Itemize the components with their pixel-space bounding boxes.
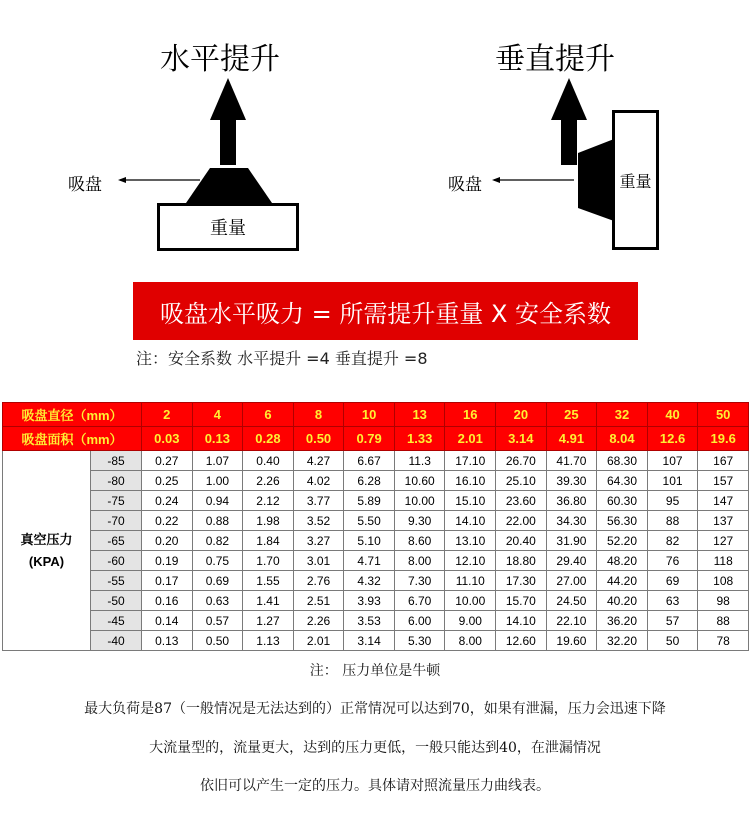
force-value-cell: 48.20	[597, 551, 648, 571]
label-pointer-head	[492, 177, 500, 183]
force-value-cell: 0.40	[243, 451, 294, 471]
up-arrow-head	[210, 78, 246, 120]
force-value-cell: 1.07	[192, 451, 243, 471]
force-value-cell: 3.52	[293, 511, 344, 531]
force-value-cell: 0.27	[142, 451, 193, 471]
footer-note-reference: 依旧可以产生一定的压力。具体请对照流量压力曲线表。	[200, 778, 550, 794]
force-value-cell: 107	[647, 451, 698, 471]
force-value-cell: 16.10	[445, 471, 496, 491]
vacuum-value-cell: -70	[91, 511, 142, 531]
suction-cup-shape	[578, 139, 614, 221]
vacuum-value-cell: -50	[91, 591, 142, 611]
force-value-cell: 0.50	[192, 631, 243, 651]
force-value-cell: 1.41	[243, 591, 294, 611]
force-value-cell: 1.84	[243, 531, 294, 551]
force-value-cell: 12.60	[496, 631, 547, 651]
force-value-cell: 26.70	[496, 451, 547, 471]
force-value-cell: 3.93	[344, 591, 395, 611]
force-value-cell: 2.51	[293, 591, 344, 611]
force-value-cell: 5.10	[344, 531, 395, 551]
diameter-cell: 16	[445, 403, 496, 427]
force-value-cell: 9.00	[445, 611, 496, 631]
vacuum-value-cell: -60	[91, 551, 142, 571]
force-value-cell: 0.24	[142, 491, 193, 511]
force-value-cell: 39.30	[546, 471, 597, 491]
area-row-label: 吸盘面积（mm）	[3, 427, 142, 451]
force-value-cell: 76	[647, 551, 698, 571]
force-value-cell: 25.10	[496, 471, 547, 491]
vacuum-pressure-label	[3, 451, 91, 651]
vertical-suction-label: 吸盘	[448, 175, 482, 195]
force-value-cell: 32.20	[597, 631, 648, 651]
force-value-cell: 34.30	[546, 511, 597, 531]
force-value-cell: 20.40	[496, 531, 547, 551]
table-row	[3, 471, 749, 491]
force-value-cell: 1.98	[243, 511, 294, 531]
force-value-cell: 157	[698, 471, 749, 491]
force-value-cell: 9.30	[394, 511, 445, 531]
force-value-cell: 4.71	[344, 551, 395, 571]
force-value-cell: 108	[698, 571, 749, 591]
force-value-cell: 52.20	[597, 531, 648, 551]
force-value-cell: 3.77	[293, 491, 344, 511]
force-value-cell: 6.28	[344, 471, 395, 491]
formula-banner: 吸盘水平吸力 = 所需提升重量 X 安全系数	[133, 282, 638, 340]
diameter-cell: 20	[496, 403, 547, 427]
force-value-cell: 137	[698, 511, 749, 531]
force-value-cell: 1.70	[243, 551, 294, 571]
force-value-cell: 12.10	[445, 551, 496, 571]
force-value-cell: 6.70	[394, 591, 445, 611]
force-value-cell: 0.17	[142, 571, 193, 591]
suction-force-table	[2, 402, 749, 651]
force-value-cell: 22.10	[546, 611, 597, 631]
force-value-cell: 2.26	[293, 611, 344, 631]
force-value-cell: 0.57	[192, 611, 243, 631]
force-value-cell: 11.3	[394, 451, 445, 471]
force-value-cell: 147	[698, 491, 749, 511]
force-value-cell: 2.26	[243, 471, 294, 491]
force-value-cell: 2.12	[243, 491, 294, 511]
vertical-weight-box	[612, 110, 659, 250]
force-value-cell: 44.20	[597, 571, 648, 591]
force-value-cell: 15.70	[496, 591, 547, 611]
force-value-cell: 18.80	[496, 551, 547, 571]
force-value-cell: 0.14	[142, 611, 193, 631]
suction-cup-shape	[186, 168, 272, 203]
diameter-cell: 8	[293, 403, 344, 427]
area-cell: 0.50	[293, 427, 344, 451]
table-row	[3, 531, 749, 551]
force-value-cell: 0.63	[192, 591, 243, 611]
up-arrow-shaft	[561, 119, 577, 165]
force-value-cell: 5.30	[394, 631, 445, 651]
area-cell: 1.33	[394, 427, 445, 451]
area-cell: 3.14	[496, 427, 547, 451]
table-row	[3, 611, 749, 631]
force-value-cell: 0.88	[192, 511, 243, 531]
force-value-cell: 98	[698, 591, 749, 611]
area-cell: 8.04	[597, 427, 648, 451]
diameter-cell: 50	[698, 403, 749, 427]
diameter-cell: 10	[344, 403, 395, 427]
table-row	[3, 551, 749, 571]
vacuum-value-cell: -75	[91, 491, 142, 511]
horizontal-suction-label: 吸盘	[68, 175, 102, 195]
force-value-cell: 5.89	[344, 491, 395, 511]
force-value-cell: 0.94	[192, 491, 243, 511]
force-value-cell: 2.01	[293, 631, 344, 651]
force-value-cell: 4.02	[293, 471, 344, 491]
diameter-cell: 4	[192, 403, 243, 427]
force-value-cell: 14.10	[496, 611, 547, 631]
up-arrow-shaft	[220, 119, 236, 165]
force-value-cell: 22.00	[496, 511, 547, 531]
force-value-cell: 4.32	[344, 571, 395, 591]
force-value-cell: 1.27	[243, 611, 294, 631]
area-cell: 0.03	[142, 427, 193, 451]
force-value-cell: 3.14	[344, 631, 395, 651]
vacuum-value-cell: -65	[91, 531, 142, 551]
force-value-cell: 57	[647, 611, 698, 631]
force-value-cell: 10.60	[394, 471, 445, 491]
force-value-cell: 50	[647, 631, 698, 651]
force-value-cell: 0.22	[142, 511, 193, 531]
diameter-cell: 25	[546, 403, 597, 427]
force-value-cell: 3.53	[344, 611, 395, 631]
force-value-cell: 8.00	[394, 551, 445, 571]
table-row	[3, 451, 749, 471]
force-value-cell: 11.10	[445, 571, 496, 591]
force-value-cell: 36.80	[546, 491, 597, 511]
force-value-cell: 5.50	[344, 511, 395, 531]
horizontal-lift-title: 水平提升	[160, 42, 280, 77]
force-value-cell: 60.30	[597, 491, 648, 511]
force-value-cell: 24.50	[546, 591, 597, 611]
force-value-cell: 0.20	[142, 531, 193, 551]
table-row	[3, 631, 749, 651]
force-value-cell: 68.30	[597, 451, 648, 471]
force-value-cell: 8.60	[394, 531, 445, 551]
diameter-cell: 32	[597, 403, 648, 427]
footer-note-high-flow: 大流量型的，流量更大，达到的压力更低，一般只能达到40，在泄漏情况	[149, 740, 601, 756]
force-value-cell: 88	[698, 611, 749, 631]
area-cell: 12.6	[647, 427, 698, 451]
horizontal-weight-label: 重量	[210, 218, 246, 239]
vacuum-value-cell: -40	[91, 631, 142, 651]
up-arrow-head	[551, 78, 587, 120]
label-pointer-head	[118, 177, 126, 183]
force-value-cell: 14.10	[445, 511, 496, 531]
area-cell: 0.79	[344, 427, 395, 451]
force-value-cell: 127	[698, 531, 749, 551]
force-value-cell: 0.19	[142, 551, 193, 571]
force-value-cell: 10.00	[394, 491, 445, 511]
force-value-cell: 23.60	[496, 491, 547, 511]
diameter-row-label: 吸盘直径（mm）	[3, 403, 142, 427]
vertical-lift-title: 垂直提升	[495, 42, 615, 77]
vacuum-value-cell: -85	[91, 451, 142, 471]
table-row	[3, 511, 749, 531]
force-value-cell: 78	[698, 631, 749, 651]
diameter-row	[3, 403, 749, 427]
force-value-cell: 13.10	[445, 531, 496, 551]
force-value-cell: 17.30	[496, 571, 547, 591]
force-value-cell: 64.30	[597, 471, 648, 491]
diameter-cell: 13	[394, 403, 445, 427]
force-value-cell: 15.10	[445, 491, 496, 511]
horizontal-weight-box	[157, 203, 299, 251]
force-value-cell: 6.00	[394, 611, 445, 631]
force-value-cell: 82	[647, 531, 698, 551]
vacuum-pressure-label-line2: (KPA)	[28, 553, 65, 569]
table-row	[3, 491, 749, 511]
vacuum-pressure-label-line1: 真空压力	[20, 531, 73, 547]
force-value-cell: 101	[647, 471, 698, 491]
diameter-cell: 6	[243, 403, 294, 427]
vacuum-value-cell: -80	[91, 471, 142, 491]
force-value-cell: 56.30	[597, 511, 648, 531]
force-value-cell: 10.00	[445, 591, 496, 611]
area-cell: 2.01	[445, 427, 496, 451]
force-value-cell: 7.30	[394, 571, 445, 591]
force-value-cell: 0.82	[192, 531, 243, 551]
force-value-cell: 0.69	[192, 571, 243, 591]
force-value-cell: 36.20	[597, 611, 648, 631]
diameter-cell: 2	[142, 403, 193, 427]
force-value-cell: 3.27	[293, 531, 344, 551]
vacuum-value-cell: -45	[91, 611, 142, 631]
force-value-cell: 69	[647, 571, 698, 591]
force-value-cell: 27.00	[546, 571, 597, 591]
force-value-cell: 31.90	[546, 531, 597, 551]
safety-factor-note: 注：安全系数 水平提升 =4 垂直提升 =8	[136, 349, 428, 368]
force-value-cell: 1.55	[243, 571, 294, 591]
force-value-cell: 0.13	[142, 631, 193, 651]
force-value-cell: 29.40	[546, 551, 597, 571]
force-value-cell: 0.75	[192, 551, 243, 571]
table-row	[3, 571, 749, 591]
force-value-cell: 118	[698, 551, 749, 571]
force-value-cell: 0.25	[142, 471, 193, 491]
table-row	[3, 591, 749, 611]
force-value-cell: 40.20	[597, 591, 648, 611]
force-value-cell: 6.67	[344, 451, 395, 471]
vacuum-value-cell: -55	[91, 571, 142, 591]
force-value-cell: 1.00	[192, 471, 243, 491]
area-row	[3, 427, 749, 451]
footer-note-unit: 注： 压力单位是牛顿	[309, 663, 441, 679]
diameter-cell: 40	[647, 403, 698, 427]
footer-note-max-load: 最大负荷是87（一般情况是无法达到的）正常情况可以达到70，如果有泄漏，压力会迅速下降	[84, 701, 666, 717]
vertical-lift-diagram	[440, 75, 620, 255]
area-cell: 19.6	[698, 427, 749, 451]
vertical-weight-label: 重量	[619, 171, 652, 191]
force-value-cell: 17.10	[445, 451, 496, 471]
force-value-cell: 19.60	[546, 631, 597, 651]
area-cell: 4.91	[546, 427, 597, 451]
force-value-cell: 167	[698, 451, 749, 471]
force-value-cell: 88	[647, 511, 698, 531]
force-value-cell: 8.00	[445, 631, 496, 651]
force-value-cell: 41.70	[546, 451, 597, 471]
force-value-cell: 63	[647, 591, 698, 611]
force-value-cell: 1.13	[243, 631, 294, 651]
force-value-cell: 3.01	[293, 551, 344, 571]
force-value-cell: 4.27	[293, 451, 344, 471]
area-cell: 0.28	[243, 427, 294, 451]
force-value-cell: 2.76	[293, 571, 344, 591]
area-cell: 0.13	[192, 427, 243, 451]
force-value-cell: 95	[647, 491, 698, 511]
force-value-cell: 0.16	[142, 591, 193, 611]
